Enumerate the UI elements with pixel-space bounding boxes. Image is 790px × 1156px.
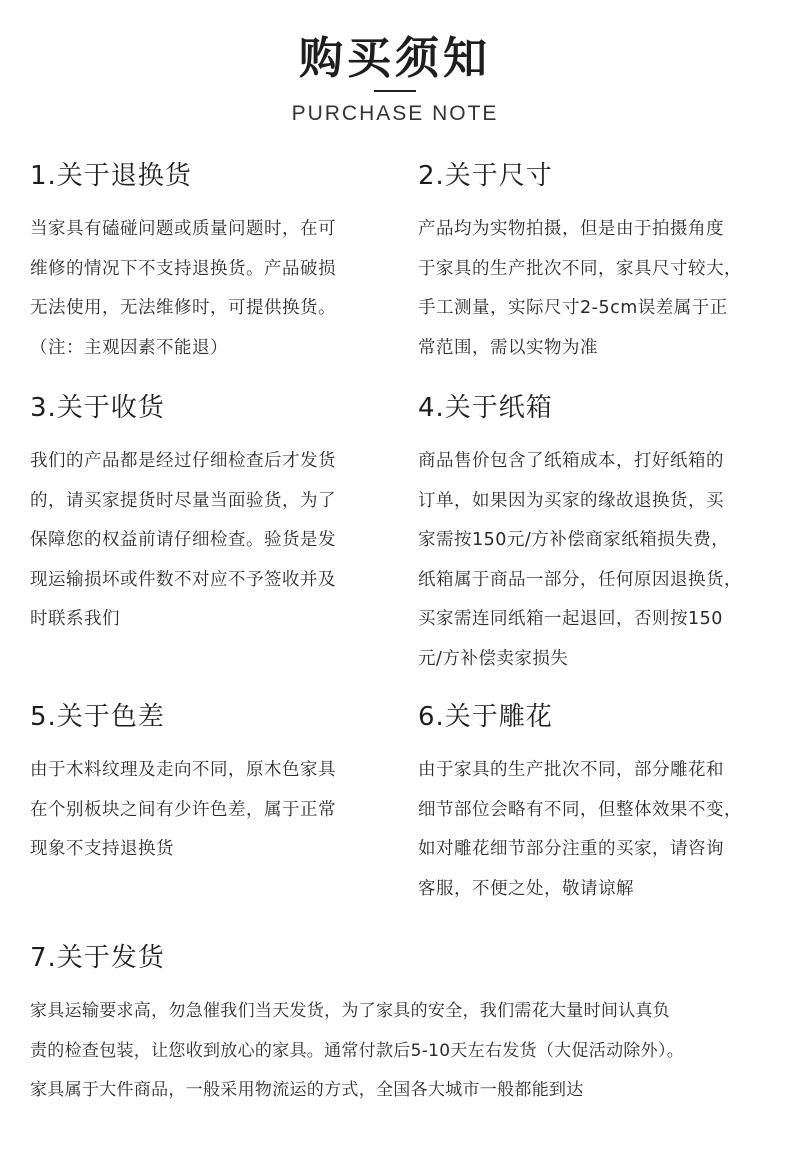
section-line: 家具运输要求高，勿急催我们当天发货，为了家具的安全，我们需花大量时间认真负	[30, 1001, 671, 1021]
section-heading: 6.关于雕花	[418, 702, 553, 732]
section-line: 维修的情况下不支持退换货。产品破损	[30, 258, 336, 279]
section-receiving	[30, 390, 390, 640]
section-line: 由于家具的生产批次不同，部分雕花和	[418, 760, 724, 780]
section-line: 现运输损坏或件数不对应不予签收并及	[30, 569, 336, 590]
section-body	[30, 992, 780, 1111]
section-line: 纸箱属于商品一部分，任何原因退换货，	[418, 569, 742, 590]
section-shipping	[30, 940, 780, 1111]
section-color-difference	[30, 699, 390, 870]
section-line: 家需按150元/方补偿商家纸箱损失费，	[418, 530, 730, 550]
section-body	[30, 210, 390, 368]
page-subtitle: PURCHASE NOTE	[291, 102, 499, 125]
section-line: 由于木料纹理及走向不同，原木色家具	[30, 760, 336, 780]
section-line: 当家具有磕碰问题或质量问题时，在可	[30, 219, 336, 239]
section-line: 如对雕花细节部分注重的买家，请咨询	[418, 839, 724, 859]
section-line: 手工测量，实际尺寸2-5cm误差属于正	[418, 298, 728, 318]
section-line: 现象不支持退换货	[30, 839, 174, 859]
section-returns	[30, 158, 390, 368]
section-line: 于家具的生产批次不同，家具尺寸较大，	[418, 258, 742, 279]
section-carton	[418, 390, 778, 679]
section-line: 客服，不便之处，敬请谅解	[418, 878, 634, 899]
section-line: 商品售价包含了纸箱成本，打好纸箱的	[418, 451, 724, 471]
section-carving	[418, 699, 778, 909]
section-line: 常范围，需以实物为准	[418, 337, 598, 358]
page-title: 购买须知	[299, 33, 491, 84]
section-line: （注：主观因素不能退）	[30, 337, 228, 358]
section-line: 细节部位会略有不同，但整体效果不变，	[418, 799, 742, 820]
section-heading: 3.关于收货	[30, 393, 165, 423]
section-heading: 1.关于退换货	[30, 161, 192, 191]
section-heading: 5.关于色差	[30, 702, 165, 732]
section-line: 订单，如果因为买家的缘故退换货，买	[418, 490, 724, 511]
section-line: 元/方补偿卖家损失	[418, 648, 569, 669]
section-heading: 2.关于尺寸	[418, 161, 553, 191]
title-divider	[374, 90, 416, 92]
section-line: 无法使用，无法维修时，可提供换货。	[30, 298, 336, 318]
section-body	[418, 751, 778, 909]
section-line: 时联系我们	[30, 609, 120, 629]
section-heading: 7.关于发货	[30, 943, 165, 973]
section-line: 家具属于大件商品，一般采用物流运的方式，全国各大城市一般都能到达	[30, 1080, 584, 1100]
section-line: 在个别板块之间有少许色差，属于正常	[30, 799, 336, 820]
section-body	[418, 442, 778, 679]
section-size	[418, 158, 778, 368]
section-body	[418, 210, 778, 368]
section-line: 的，请买家提货时尽量当面验货，为了	[30, 490, 336, 511]
section-line: 买家需连同纸箱一起退回，否则按150	[418, 609, 723, 629]
section-body	[30, 442, 390, 640]
section-line: 责的检查包装，让您收到放心的家具。通常付款后5-10天左右发货（大促活动除外）。	[30, 1040, 685, 1061]
section-heading: 4.关于纸箱	[418, 393, 553, 423]
section-line: 我们的产品都是经过仔细检查后才发货	[30, 451, 336, 471]
section-body	[30, 751, 390, 870]
section-line: 保障您的权益前请仔细检查。验货是发	[30, 530, 336, 550]
section-line: 产品均为实物拍摄，但是由于拍摄角度	[418, 219, 724, 239]
